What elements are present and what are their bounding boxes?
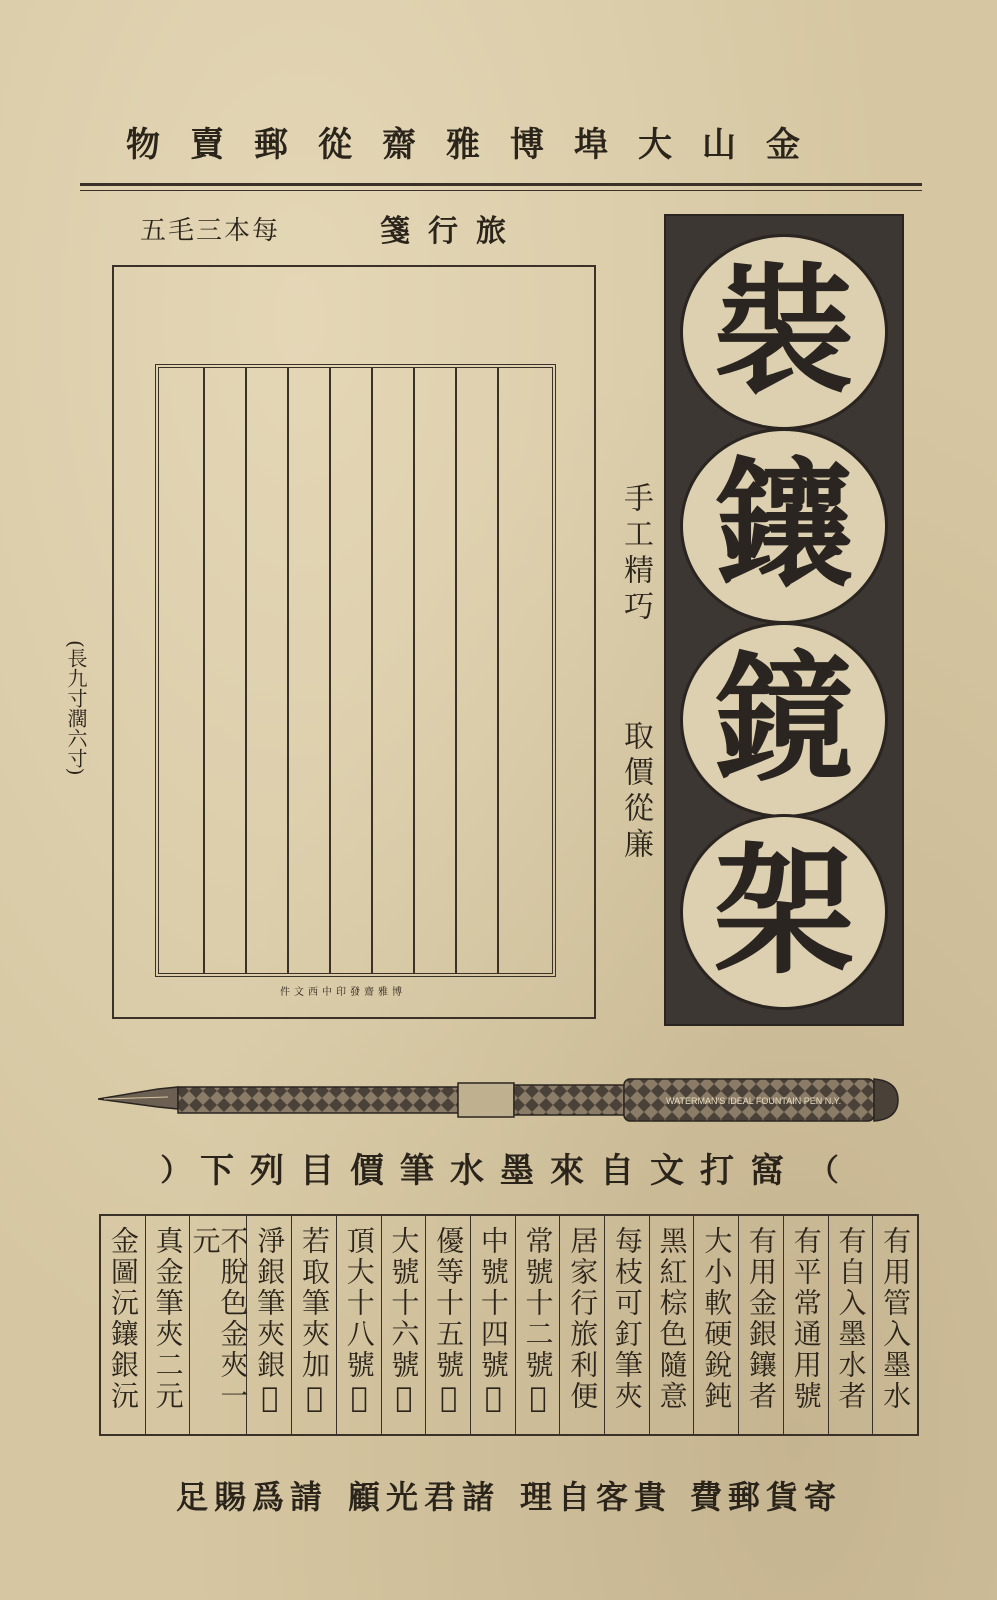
price-list-table	[99, 1214, 919, 1436]
price-item	[693, 1216, 738, 1434]
price-item	[738, 1216, 783, 1434]
stationery-price-text: 每本三毛五	[140, 216, 281, 246]
price-item-text: 大小軟硬銳鈍	[700, 1226, 734, 1412]
slogan-craft: 手工精巧	[618, 482, 653, 626]
header-rule-thin	[80, 190, 922, 191]
sign-char: 鏡	[680, 622, 888, 818]
ruled-line	[455, 368, 457, 973]
price-item	[828, 1216, 873, 1434]
price-list-title	[200, 1143, 800, 1192]
price-item	[381, 1216, 426, 1434]
close-paren-glyph: ︶	[804, 1154, 839, 1184]
price-item	[246, 1216, 291, 1434]
sign-char: 裝	[680, 234, 888, 430]
stationery-dimensions: (長九寸濶六寸)	[64, 640, 88, 776]
price-item-text: 不脫色金夾一元	[188, 1226, 250, 1412]
close-paren	[804, 1147, 840, 1191]
price-item-text: 有用金銀鑲者	[745, 1226, 779, 1412]
price-item	[783, 1216, 828, 1434]
ruled-line	[287, 368, 289, 973]
stationery-name-text: 旅行箋	[380, 214, 524, 249]
price-item-text: 居家行旅利便	[566, 1226, 600, 1412]
price-item	[425, 1216, 470, 1434]
price-item-text: 有平常通用號	[789, 1226, 823, 1412]
price-item	[291, 1216, 336, 1434]
fountain-pen-illustration	[98, 1063, 918, 1127]
stationery-ruled-sheet	[155, 364, 556, 977]
footer-phrase	[348, 1472, 500, 1518]
price-item	[101, 1216, 145, 1434]
ruled-line	[413, 368, 415, 973]
ruled-line	[203, 368, 205, 973]
price-item-text: 每枝可釘筆夾	[610, 1226, 644, 1412]
price-item-text: 優等十五號𠃨	[432, 1226, 466, 1417]
price-item	[515, 1216, 560, 1434]
price-item-text: 真金筆夾二元	[151, 1226, 185, 1412]
header-title-text: 金山大埠博雅齋從郵賣物	[126, 125, 830, 165]
price-item	[604, 1216, 649, 1434]
footer-phrase-text: 貴客自理	[520, 1478, 673, 1516]
stationery-imprint	[280, 983, 406, 998]
price-item-text: 中號十四號𠃨	[476, 1226, 510, 1417]
footer-phrase	[690, 1472, 842, 1518]
price-item-text: 淨銀筆夾銀𠃨	[253, 1226, 287, 1417]
header-title	[126, 117, 830, 166]
sign-char: 架	[680, 814, 888, 1010]
footer-phrase-text: 諸君光顧	[348, 1478, 501, 1516]
open-paren	[156, 1147, 192, 1191]
price-list-title-text: 窩打文自來墨水筆價目列下	[200, 1151, 800, 1191]
price-item	[145, 1216, 190, 1434]
price-item-text: 黑紅棕色隨意	[655, 1226, 689, 1412]
ruled-line	[245, 368, 247, 973]
open-paren-glyph: ︵	[156, 1154, 191, 1184]
price-item-text: 有用管入墨水	[879, 1226, 913, 1412]
price-item	[872, 1216, 917, 1434]
footer-phrase-text: 請爲賜足	[176, 1478, 329, 1516]
price-item	[470, 1216, 515, 1434]
ruled-line	[329, 368, 331, 973]
price-item	[559, 1216, 604, 1434]
price-item-text: 頂大十八號𠃨	[342, 1226, 376, 1417]
footer-phrase	[176, 1472, 328, 1518]
slogan-price: 取價從廉	[618, 720, 653, 864]
footer-phrase	[520, 1472, 672, 1518]
price-item-text: 金圖沅鑲銀沅	[106, 1226, 140, 1412]
stationery-price	[140, 210, 280, 247]
price-item-text: 若取筆夾加𠃨	[298, 1226, 331, 1417]
price-item	[188, 1216, 250, 1434]
price-item-text: 有自入墨水者	[834, 1226, 868, 1412]
pen-brand-text: WATERMAN'S IDEAL FOUNTAIN PEN N.Y.	[666, 1096, 842, 1106]
pen-barrel	[178, 1087, 458, 1113]
ruled-line	[371, 368, 373, 973]
price-item	[336, 1216, 381, 1434]
framing-sign	[664, 214, 904, 1026]
price-item-text: 常號十二號𠃨	[521, 1226, 555, 1417]
pen-band	[458, 1083, 514, 1117]
sign-char: 鑲	[680, 428, 888, 624]
price-item	[649, 1216, 694, 1434]
ruled-line	[497, 368, 499, 973]
stationery-name	[380, 206, 524, 250]
header-rule	[80, 183, 922, 186]
price-item-text: 大號十六號𠃨	[387, 1226, 421, 1417]
footer-phrase-text: 寄貨郵費	[690, 1478, 843, 1516]
stationery-imprint-text: 博雅齋發印中西文件	[280, 987, 406, 998]
